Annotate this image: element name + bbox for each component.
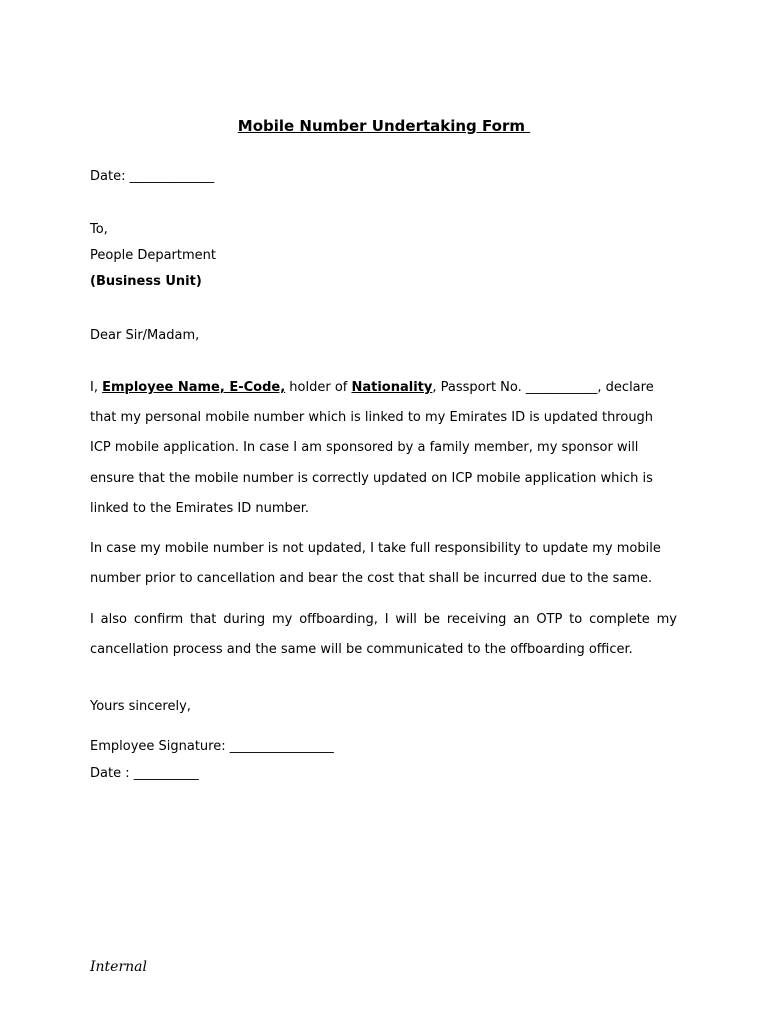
employee-signature-line: Employee Signature: ________________ (90, 739, 334, 754)
signature-date-line: Date : __________ (90, 766, 199, 781)
form-title: Mobile Number Undertaking Form (237, 117, 531, 135)
closing: Yours sincerely, (90, 699, 191, 714)
recipient-business-unit: (Business Unit) (90, 274, 202, 289)
salutation: Dear Sir/Madam, (90, 328, 200, 343)
responsibility-paragraph: In case my mobile number is not updated, I take full responsibility to update my mobile number prior to cancellation and bear the cost that shall be incurred due to the same. (90, 541, 661, 587)
employee-name-placeholder: Employee Name, E-Code, (102, 380, 286, 395)
recipient-to: To, (90, 222, 108, 237)
para1-rest: , Passport No. ___________, declare that my personal mobile number which is linked to my Emirates ID is updated through ICP mobile application. In case I am sponsored by a family member, my sponsor will ensure that the mobile number is correctly updated on ICP mobile application which is linked to the Emirates ID number. (90, 380, 654, 516)
declaration-paragraph (90, 373, 677, 524)
otp-confirmation-paragraph: I also confirm that during my offboarding, I will be receiving an OTP to complete my cancellation process and the same will be communicated to the offboarding officer. (90, 612, 677, 658)
classification-footer: Internal (90, 959, 147, 975)
para1-holder: holder of (285, 380, 352, 395)
date-field-line: Date: _____________ (90, 169, 215, 184)
recipient-department: People Department (90, 248, 216, 263)
nationality-placeholder: Nationality (351, 380, 433, 395)
para1-prefix: I, (90, 380, 103, 395)
